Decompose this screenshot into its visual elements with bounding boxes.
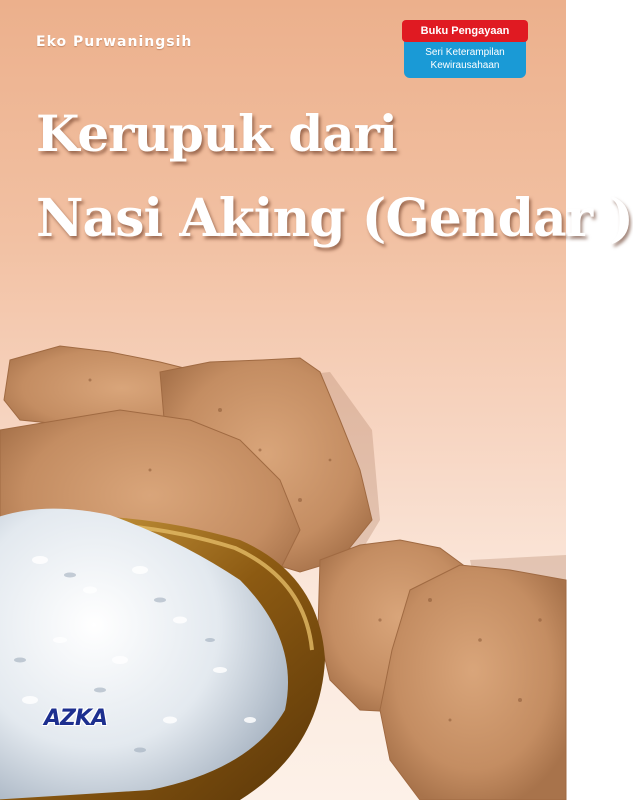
series-subtitle-line1: Seri Keterampilan	[425, 47, 505, 58]
book-title-line1: Kerupuk dari	[36, 104, 397, 163]
series-subtitle-line2: Kewirausahaan	[430, 60, 500, 71]
cracker-right-2	[380, 565, 566, 800]
publisher-logo: AZKA	[44, 706, 108, 731]
series-label: Buku Pengayaan	[402, 20, 528, 42]
series-badge-subtitle	[404, 40, 526, 78]
author-name: Eko Purwaningsih	[36, 34, 193, 50]
book-title-line2: Nasi Aking (Gendar )	[36, 188, 633, 249]
series-badge	[402, 20, 528, 78]
